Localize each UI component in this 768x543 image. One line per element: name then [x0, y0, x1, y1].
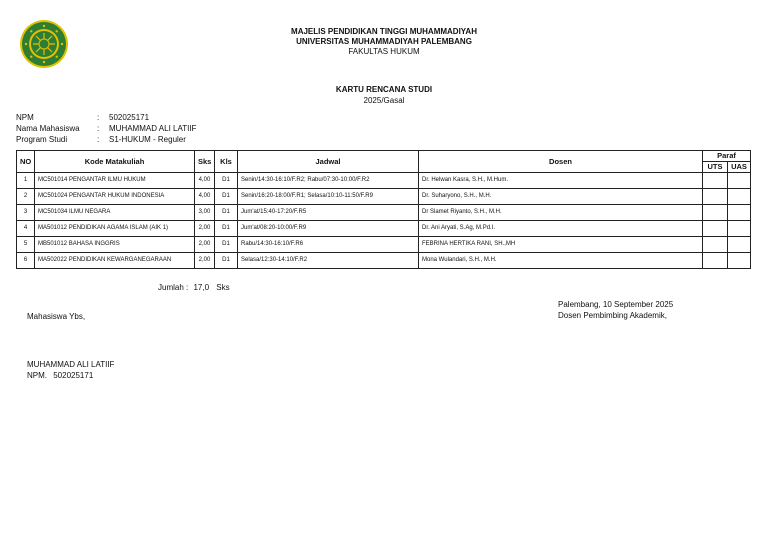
cell-no: 1 — [17, 173, 35, 189]
header-dosen: Dosen — [419, 151, 703, 173]
header-uts: UTS — [703, 162, 728, 173]
cell-kls: D1 — [215, 205, 238, 221]
table-row — [17, 173, 751, 189]
cell-uts — [703, 189, 728, 205]
cell-dosen: Dr. Helwan Kasra, S.H., M.Hum. — [419, 173, 703, 189]
document-title: KARTU RENCANA STUDI — [335, 85, 433, 94]
cell-jadwal: Jum'at/15:40-17:20/F.R5 — [238, 205, 419, 221]
cell-dosen: Dr. Ani Aryati, S.Ag, M.Pd.I. — [419, 221, 703, 237]
cell-no: 2 — [17, 189, 35, 205]
program-row — [16, 134, 316, 145]
academic-period: 2025/Gasal — [363, 96, 405, 105]
header-line-3: FAKULTAS HUKUM — [348, 47, 420, 56]
advisor-label: Dosen Pembimbing Akademik, — [558, 311, 667, 320]
total-label: Jumlah : — [158, 283, 189, 292]
colon: : — [97, 135, 100, 144]
cell-uts — [703, 221, 728, 237]
cell-no: 4 — [17, 221, 35, 237]
colon: : — [97, 113, 100, 122]
header-paraf: Paraf — [703, 151, 751, 162]
header-sks: Sks — [195, 151, 215, 173]
cell-uas — [728, 221, 751, 237]
cell-kls: D1 — [215, 189, 238, 205]
cell-kls: D1 — [215, 221, 238, 237]
name-row — [16, 123, 316, 134]
cell-kode: MC501034 ILMU NEGARA — [35, 205, 195, 221]
cell-uas — [728, 205, 751, 221]
header-kode: Kode Matakuliah — [35, 151, 195, 173]
table-row — [17, 221, 751, 237]
student-sign-label: Mahasiswa Ybs, — [27, 312, 86, 321]
name-label: Nama Mahasiswa — [16, 124, 80, 133]
table-row — [17, 253, 751, 269]
course-table — [16, 150, 751, 269]
cell-uas — [728, 189, 751, 205]
cell-dosen: Dr. Suharyono, S.H., M.H. — [419, 189, 703, 205]
cell-dosen: Mona Wulandari, S.H., M.H. — [419, 253, 703, 269]
header-uas: UAS — [728, 162, 751, 173]
cell-uas — [728, 237, 751, 253]
table-row — [17, 189, 751, 205]
cell-dosen: FEBRINA HERTIKA RANI, SH.,MH — [419, 237, 703, 253]
header-line-1: MAJELIS PENDIDIKAN TINGGI MUHAMMADIYAH — [291, 27, 477, 36]
cell-sks: 2,00 — [195, 253, 215, 269]
cell-no: 6 — [17, 253, 35, 269]
student-sign-npm — [27, 371, 93, 381]
cell-uas — [728, 173, 751, 189]
cell-kode: MA501012 PENDIDIKAN AGAMA ISLAM (AIK 1) — [35, 221, 195, 237]
cell-jadwal: Senin/14:30-16:10/F.R2; Rabu/07:30-10:00/F.R2 — [238, 173, 419, 189]
name-value: MUHAMMAD ALI LATIIF — [109, 124, 197, 133]
table-row — [17, 205, 751, 221]
total-sks — [158, 283, 230, 293]
header-line-2: UNIVERSITAS MUHAMMADIYAH PALEMBANG — [296, 37, 472, 46]
cell-kls: D1 — [215, 253, 238, 269]
student-sign-name: MUHAMMAD ALI LATIIF — [27, 360, 115, 369]
cell-kode: MC501024 PENGANTAR HUKUM INDONESIA — [35, 189, 195, 205]
cell-jadwal: Jum'at/08:20-10:00/F.R9 — [238, 221, 419, 237]
cell-no: 5 — [17, 237, 35, 253]
table-row — [17, 237, 751, 253]
cell-uts — [703, 205, 728, 221]
cell-jadwal: Rabu/14:30-16:10/F.R6 — [238, 237, 419, 253]
cell-uts — [703, 173, 728, 189]
header-jadwal: Jadwal — [238, 151, 419, 173]
cell-kls: D1 — [215, 237, 238, 253]
cell-kode: MA502022 PENDIDIKAN KEWARGANEGARAAN — [35, 253, 195, 269]
cell-kode: MB501012 BAHASA INGGRIS — [35, 237, 195, 253]
cell-sks: 4,00 — [195, 173, 215, 189]
cell-jadwal: Senin/16:20-18:00/F.R1; Selasa/10:10-11:50/F.R9 — [238, 189, 419, 205]
cell-uas — [728, 253, 751, 269]
header-kls: Kls — [215, 151, 238, 173]
npm-label: NPM — [16, 113, 34, 122]
cell-sks: 4,00 — [195, 189, 215, 205]
npm-sign-label: NPM. — [27, 371, 47, 380]
cell-kls: D1 — [215, 173, 238, 189]
total-value: 17,0 — [193, 283, 210, 292]
cell-uts — [703, 253, 728, 269]
colon: : — [97, 124, 100, 133]
program-label: Program Studi — [16, 135, 68, 144]
place-date: Palembang, 10 September 2025 — [558, 300, 674, 309]
cell-sks: 2,00 — [195, 221, 215, 237]
cell-uts — [703, 237, 728, 253]
cell-jadwal: Selasa/12:30-14:10/F.R2 — [238, 253, 419, 269]
cell-sks: 3,00 — [195, 205, 215, 221]
cell-no: 3 — [17, 205, 35, 221]
program-value: S1-HUKUM - Reguler — [109, 135, 186, 144]
npm-value: 502025171 — [109, 113, 150, 122]
cell-kode: MC501014 PENGANTAR ILMU HUKUM — [35, 173, 195, 189]
cell-dosen: Dr Slamet Riyanto, S.H., M.H. — [419, 205, 703, 221]
npm-sign-value: 502025171 — [53, 371, 94, 380]
header-no: NO — [17, 151, 35, 173]
cell-sks: 2,00 — [195, 237, 215, 253]
total-unit: Sks — [216, 283, 230, 292]
npm-row — [16, 112, 316, 123]
